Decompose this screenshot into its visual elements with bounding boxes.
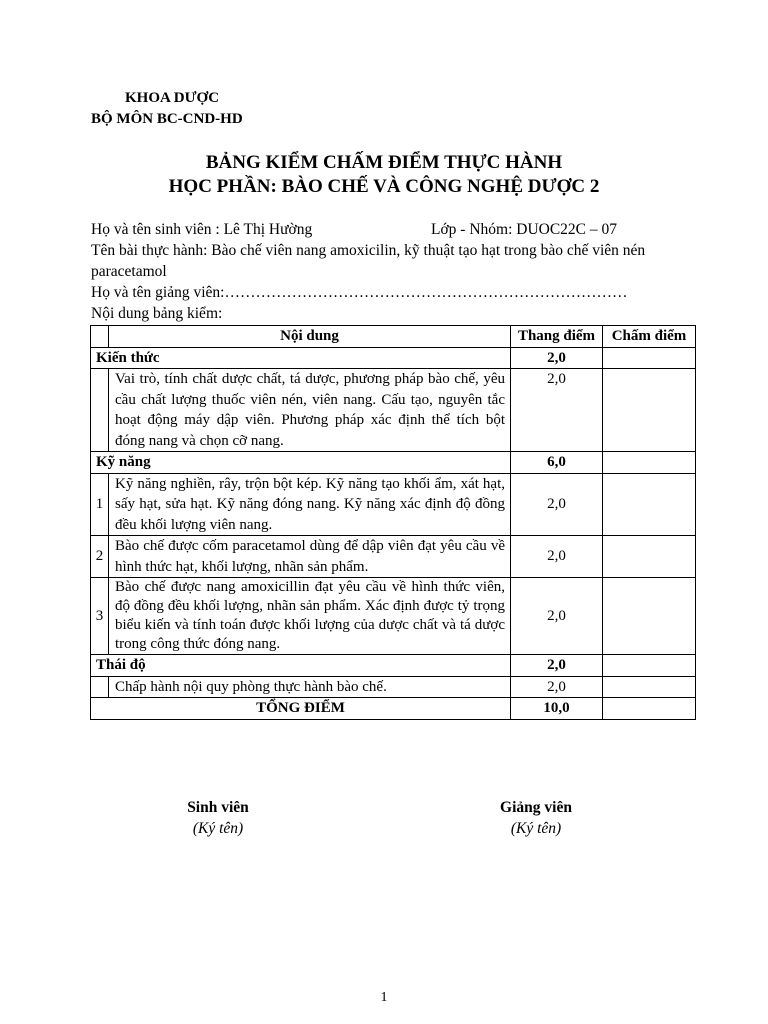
document-title: BẢNG KIỂM CHẤM ĐIỂM THỰC HÀNH [205,152,563,173]
grade-cell[interactable] [603,655,696,677]
student-name: Họ và tên sinh viên : Lê Thị Hường [91,221,313,238]
table-row [91,369,696,452]
row-score: 2,0 [511,369,603,452]
row-number [91,369,109,452]
row-content: Vai trò, tính chất dược chất, tá dược, phương pháp bào chế, yêu cầu chất lượng thuốc viên nén, viên nang. Cấu tạo, nguyên tắc hoạt động máy dập viên. Phương pháp xác định thể tích bột đóng nang và chọn cỡ nang. [109,369,511,452]
row-number: 3 [91,578,109,655]
header-grade: Chấm điểm [603,326,696,348]
grade-cell[interactable] [603,536,696,578]
row-score: 2,0 [511,536,603,578]
grading-table [90,325,696,720]
grade-cell[interactable] [603,347,696,369]
section-title: Kiến thức [91,347,511,369]
section-score: 6,0 [511,452,603,474]
course-title: HỌC PHẦN: BÀO CHẾ VÀ CÔNG NGHỆ DƯỢC 2 [168,176,600,197]
row-score: 2,0 [511,676,603,698]
student-signature-note: (Ký tên) [192,820,244,837]
practice-name-line2: paracetamol [91,263,167,280]
lecturer-signature-note: (Ký tên) [510,820,562,837]
section-row-skills [91,452,696,474]
row-score: 2,0 [511,473,603,536]
row-score: 2,0 [511,578,603,655]
table-row [91,676,696,698]
lecturer-name: Họ và tên giảng viên:…………………………………………………………………… [91,284,628,301]
table-header-row [91,326,696,348]
student-signature-title: Sinh viên [187,799,249,816]
grade-cell[interactable] [603,698,696,720]
checklist-label: Nội dung bảng kiểm: [91,305,223,322]
section-score: 2,0 [511,655,603,677]
grade-cell[interactable] [603,676,696,698]
row-content: Kỹ năng nghiền, rây, trộn bột kép. Kỹ năng tạo khối ẩm, xát hạt, sấy hạt, sửa hạt. Kỹ năng đóng nang. Kỹ năng xác định độ đồng đều khối lượng viên nang. [109,473,511,536]
header-scale: Thang điểm [511,326,603,348]
faculty-name: KHOA DƯỢC [125,90,220,106]
row-number [91,676,109,698]
row-number: 1 [91,473,109,536]
row-content: Bào chế được cốm paracetamol dùng để dập viên đạt yêu cầu về hình thức hạt, khối lượng, nhãn sản phẩm. [109,536,511,578]
section-score: 2,0 [511,347,603,369]
total-score: 10,0 [511,698,603,720]
grade-cell[interactable] [603,369,696,452]
practice-name-line1: Tên bài thực hành: Bào chế viên nang amoxicilin, kỹ thuật tạo hạt trong bào chế viên nén [91,242,646,259]
grade-cell[interactable] [603,578,696,655]
table-row [91,473,696,536]
header-content: Nội dung [109,326,511,348]
total-label: TỔNG ĐIỂM [91,698,511,720]
row-content: Chấp hành nội quy phòng thực hành bào chế. [109,676,511,698]
page-number: 1 [380,990,388,1005]
section-row-knowledge [91,347,696,369]
table-row [91,578,696,655]
lecturer-signature-title: Giảng viên [500,799,572,816]
grade-cell[interactable] [603,473,696,536]
section-title: Thái độ [91,655,511,677]
table-row [91,536,696,578]
class-group: Lớp - Nhóm: DUOC22C – 07 [431,221,618,238]
department-name: BỘ MÔN BC-CND-HD [91,111,243,127]
row-content: Bào chế được nang amoxicillin đạt yêu cầu về hình thức viên, độ đồng đều khối lượng, nhãn sản phẩm. Xác định được tỷ trọng biểu kiến và tính toán được khối lượng của dược chất và tá dược trong công thức đóng nang. [109,578,511,655]
total-row [91,698,696,720]
row-number: 2 [91,536,109,578]
section-title: Kỹ năng [91,452,511,474]
section-row-attitude [91,655,696,677]
grade-cell[interactable] [603,452,696,474]
